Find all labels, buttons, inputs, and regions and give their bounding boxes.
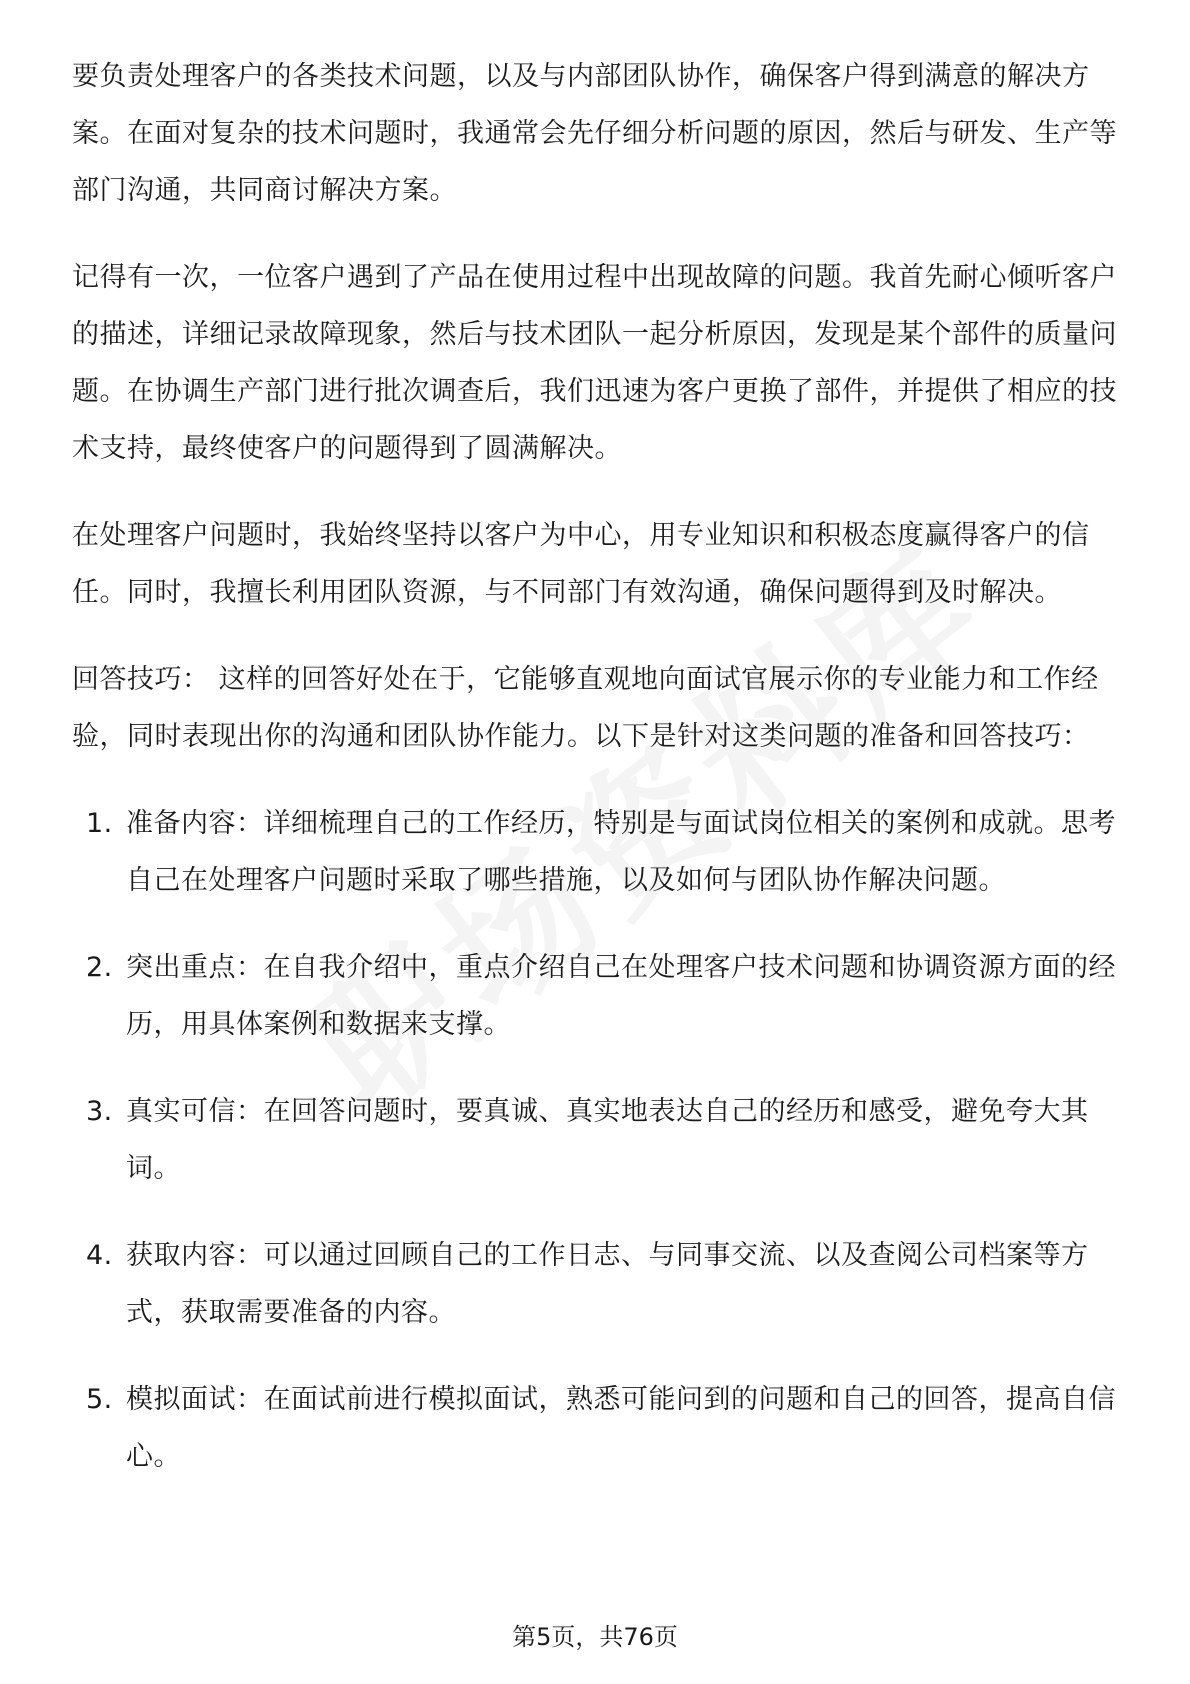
- paragraph-1: 要负责处理客户的各类技术问题，以及与内部团队协作，确保客户得到满意的解决方案。在面对复杂的技术问题时，我通常会先仔细分析问题的原因，然后与研发、生产等部门沟通，共同商讨解决方案。: [72, 61, 1117, 206]
- list-item-text: 突出重点：在自我介绍中，重点介绍自己在处理客户技术问题和协调资源方面的经历，用具体案例和数据来支撑。: [126, 952, 1116, 1040]
- paragraph-3: 在处理客户问题时，我始终坚持以客户为中心，用专业知识和积极态度赢得客户的信任。同时，我擅长利用团队资源，与不同部门有效沟通，确保问题得到及时解决。: [72, 520, 1090, 608]
- list-item-number: 2.: [86, 952, 113, 983]
- list-item-number: 1.: [86, 808, 113, 839]
- list-item-text: 真实可信：在回答问题时，要真诚、真实地表达自己的经历和感受，避免夸大其词。: [126, 1096, 1089, 1184]
- list-item: [72, 1227, 1122, 1341]
- list-item-text: 获取内容：可以通过回顾自己的工作日志、与同事交流、以及查阅公司档案等方式，获取需要准备的内容。: [126, 1240, 1089, 1328]
- list-item: [72, 939, 1122, 1053]
- list-item: [72, 795, 1122, 909]
- document-body: [72, 48, 1122, 1515]
- list-item-text: 准备内容：详细梳理自己的工作经历，特别是与面试岗位相关的案例和成就。思考自己在处理客户问题时采取了哪些措施，以及如何与团队协作解决问题。: [126, 808, 1116, 896]
- list-item: [72, 1083, 1122, 1197]
- tips-list: [72, 795, 1122, 1485]
- list-item-text: 模拟面试：在面试前进行模拟面试，熟悉可能问到的问题和自己的回答，提高自信心。: [126, 1384, 1116, 1472]
- list-item-number: 5.: [86, 1384, 113, 1415]
- paragraph-answer-tips: 回答技巧： 这样的回答好处在于，它能够直观地向面试官展示你的专业能力和工作经验，同时表现出你的沟通和团队协作能力。以下是针对这类问题的准备和回答技巧：: [72, 664, 1099, 752]
- list-item-number: 4.: [86, 1240, 113, 1271]
- list-item: [72, 1371, 1122, 1485]
- page-number-footer: 第5页，共76页: [512, 1623, 678, 1651]
- list-item-number: 3.: [86, 1096, 113, 1127]
- paragraph-2: 记得有一次，一位客户遇到了产品在使用过程中出现故障的问题。我首先耐心倾听客户的描述，详细记录故障现象，然后与技术团队一起分析原因，发现是某个部件的质量问题。在协调生产部门进行批次调查后，我们迅速为客户更换了部件，并提供了相应的技术支持，最终使客户的问题得到了圆满解决。: [72, 262, 1117, 464]
